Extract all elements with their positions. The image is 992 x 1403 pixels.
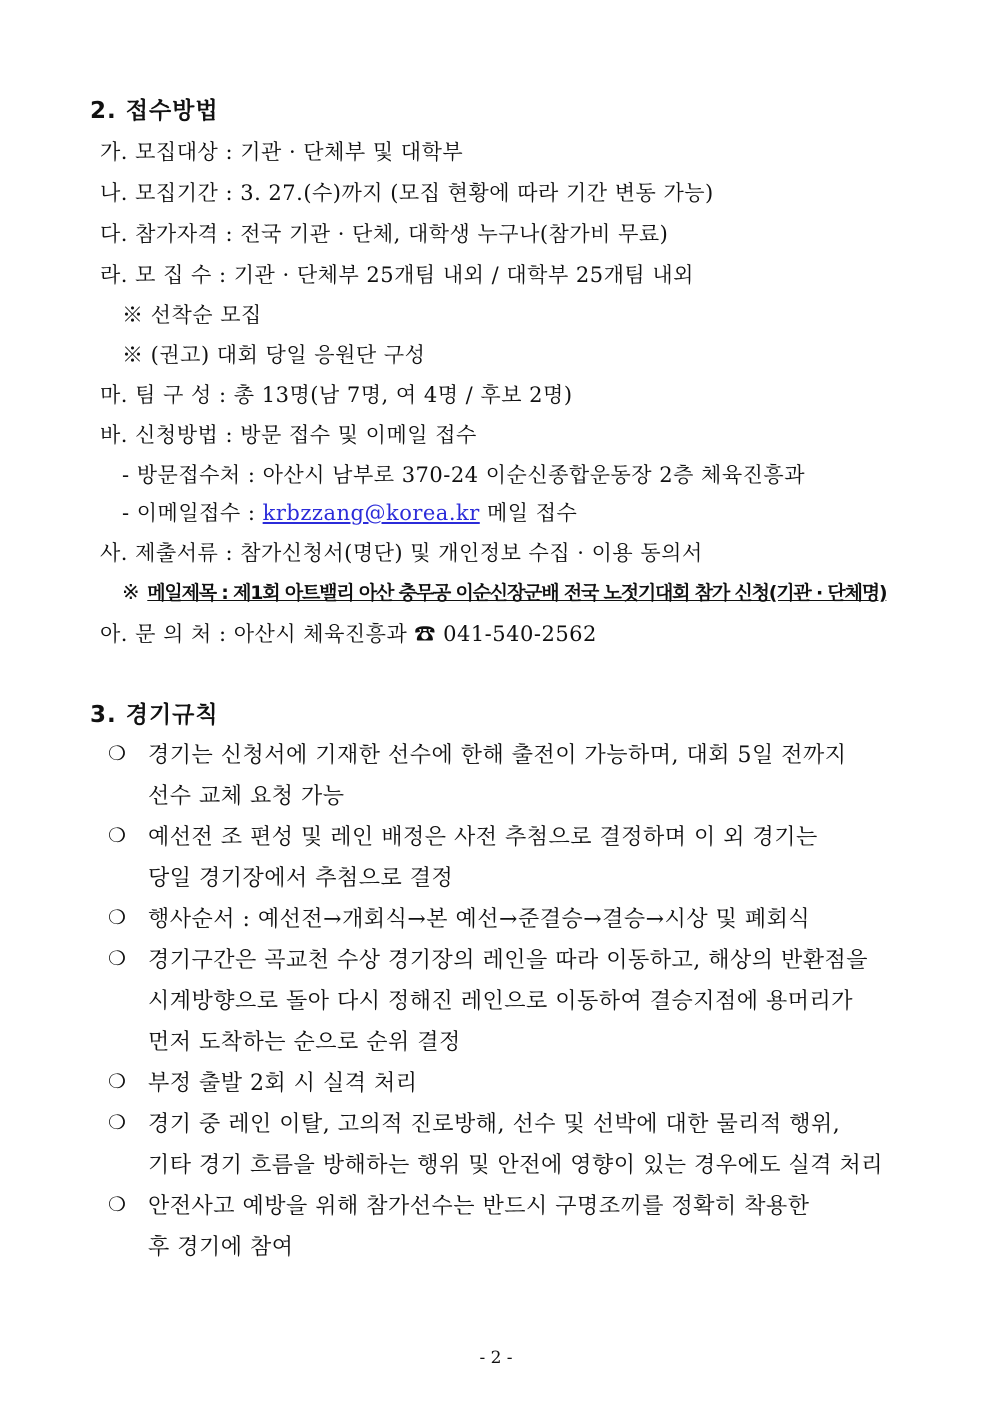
rule-2-line-2: 당일 경기장에서 추첨으로 결정: [148, 866, 454, 891]
email-suffix: 메일 접수: [479, 501, 578, 525]
mail-subject-text: 메일제목 : 제1회 아트밸리 아산 충무공 이순신장군배 전국 노젓기대회 참가 신청(기관 · 단체명): [147, 582, 887, 604]
bullet-icon: ❍: [108, 1192, 126, 1216]
rule-7-line-2: 후 경기에 참여: [148, 1235, 294, 1260]
section-3-heading: 3. 경기규칙: [90, 702, 219, 728]
visit-location: - 방문접수처 : 아산시 남부로 370-24 이순신종합운동장 2층 체육진흥과: [122, 463, 805, 487]
rule-1-line-2: 선수 교체 요청 가능: [148, 784, 345, 809]
bullet-icon: ❍: [108, 741, 126, 765]
note-mark: ※: [122, 580, 148, 604]
page-number: - 2 -: [479, 1348, 513, 1368]
rule-4-line-2: 시계방향으로 돌아 다시 정해진 레인으로 이동하여 결승지점에 용머리가: [148, 989, 854, 1014]
bullet-icon: ❍: [108, 1110, 126, 1134]
phone-icon: ☎: [414, 622, 436, 646]
rule-4-line-3: 먼저 도착하는 순으로 순위 결정: [148, 1030, 461, 1055]
item-target: 가. 모집대상 : 기관 · 단체부 및 대학부: [100, 140, 464, 164]
item-contact: [100, 618, 597, 648]
email-line: [122, 497, 577, 527]
section-2-heading: 2. 접수방법: [90, 98, 219, 124]
rule-6-line-1: 경기 중 레인 이탈, 고의적 진로방해, 선수 및 선박에 대한 물리적 행위,: [148, 1112, 841, 1137]
mail-subject-note: [122, 578, 886, 605]
rule-7-line-1: 안전사고 예방을 위해 참가선수는 반드시 구명조끼를 정확히 착용한: [148, 1194, 810, 1219]
bullet-icon: ❍: [108, 1069, 126, 1093]
item-team-composition: 마. 팀 구 성 : 총 13명(남 7명, 여 4명 / 후보 2명): [100, 383, 573, 407]
rule-3-line-1: 행사순서 : 예선전→개회식→본 예선→준결승→결승→시상 및 폐회식: [148, 907, 811, 932]
bullet-icon: ❍: [108, 905, 126, 929]
item-apply-method: 바. 신청방법 : 방문 접수 및 이메일 접수: [100, 423, 477, 447]
note-first-come: ※ 선착순 모집: [122, 303, 262, 327]
rule-6-line-2: 기타 경기 흐름을 방해하는 행위 및 안전에 영향이 있는 경우에도 실격 처리: [148, 1153, 883, 1178]
email-label: - 이메일접수 :: [122, 501, 263, 525]
bullet-icon: ❍: [108, 823, 126, 847]
item-team-count: 라. 모 집 수 : 기관 · 단체부 25개팀 내외 / 대학부 25개팀 내외: [100, 263, 694, 287]
note-cheering: ※ (권고) 대회 당일 응원단 구성: [122, 343, 426, 367]
item-period: 나. 모집기간 : 3. 27.(수)까지 (모집 현황에 따라 기간 변동 가능): [100, 181, 714, 205]
rule-4-line-1: 경기구간은 곡교천 수상 경기장의 레인을 따라 이동하고, 해상의 반환점을: [148, 948, 869, 973]
contact-label: 아. 문 의 처 : 아산시 체육진흥과: [100, 622, 415, 646]
item-documents: 사. 제출서류 : 참가신청서(명단) 및 개인정보 수집 · 이용 동의서: [100, 541, 703, 565]
item-eligibility: 다. 참가자격 : 전국 기관 · 단체, 대학생 누구나(참가비 무료): [100, 222, 669, 246]
bullet-icon: ❍: [108, 946, 126, 970]
rule-5-line-1: 부정 출발 2회 시 실격 처리: [148, 1071, 418, 1096]
contact-number: 041-540-2562: [435, 622, 597, 646]
email-link[interactable]: krbzzang@korea.kr: [262, 501, 480, 525]
rule-1-line-1: 경기는 신청서에 기재한 선수에 한해 출전이 가능하며, 대회 5일 전까지: [148, 743, 847, 768]
rule-2-line-1: 예선전 조 편성 및 레인 배정은 사전 추첨으로 결정하며 이 외 경기는: [148, 825, 818, 850]
